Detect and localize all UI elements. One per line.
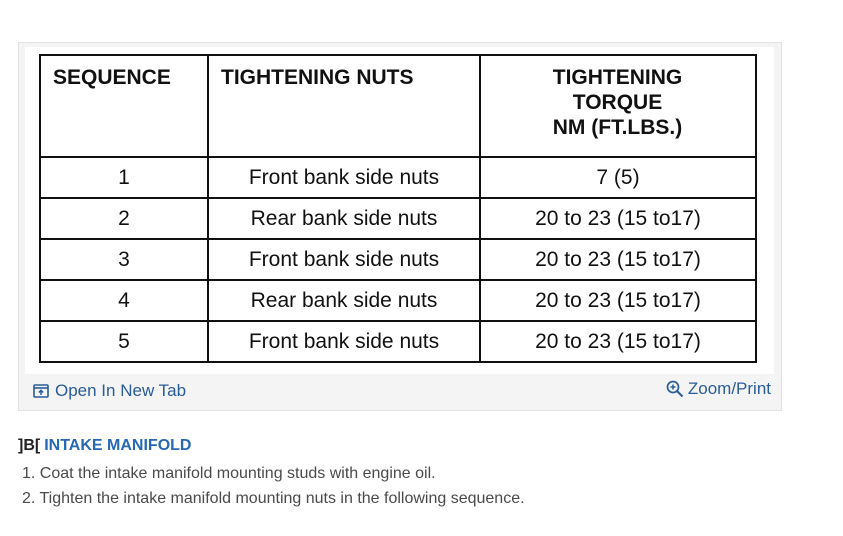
section-heading xyxy=(18,437,191,455)
cell-nuts: Front bank side nuts xyxy=(208,239,480,280)
header-torque-line2: TORQUE xyxy=(572,91,663,114)
cell-sequence: 5 xyxy=(40,321,208,362)
section-prefix: ]B[ xyxy=(18,437,41,454)
zoom-in-icon xyxy=(666,380,684,398)
cell-sequence: 3 xyxy=(40,239,208,280)
cell-nuts: Front bank side nuts xyxy=(208,157,480,198)
table-row xyxy=(40,280,756,321)
cell-torque: 7 (5) xyxy=(480,157,756,198)
figure-container xyxy=(18,42,782,411)
header-torque-line1: TIGHTENING xyxy=(552,66,683,89)
cell-sequence: 1 xyxy=(40,157,208,198)
cell-sequence: 4 xyxy=(40,280,208,321)
list-item: 1. Coat the intake manifold mounting studs with engine oil. xyxy=(22,465,436,482)
cell-sequence: 2 xyxy=(40,198,208,239)
table-row xyxy=(40,239,756,280)
header-torque-line3: NM (FT.LBS.) xyxy=(552,116,683,139)
instruction-steps xyxy=(22,461,525,511)
table-row xyxy=(40,198,756,239)
zoom-print-link[interactable] xyxy=(666,379,771,399)
torque-sequence-table xyxy=(39,54,757,363)
table-row xyxy=(40,157,756,198)
open-new-tab-icon xyxy=(33,384,49,398)
header-tightening-nuts: TIGHTENING NUTS xyxy=(208,55,480,157)
table-header-row xyxy=(40,55,756,157)
zoom-print-label: Zoom/Print xyxy=(687,379,771,398)
cell-torque: 20 to 23 (15 to17) xyxy=(480,198,756,239)
torque-table-image xyxy=(25,47,774,374)
cell-nuts: Front bank side nuts xyxy=(208,321,480,362)
header-sequence: SEQUENCE xyxy=(40,55,208,157)
cell-torque: 20 to 23 (15 to17) xyxy=(480,321,756,362)
cell-nuts: Rear bank side nuts xyxy=(208,280,480,321)
open-in-new-tab-link[interactable] xyxy=(33,381,186,401)
cell-torque: 20 to 23 (15 to17) xyxy=(480,280,756,321)
cell-torque: 20 to 23 (15 to17) xyxy=(480,239,756,280)
cell-nuts: Rear bank side nuts xyxy=(208,198,480,239)
list-item: 2. Tighten the intake manifold mounting nuts in the following sequence. xyxy=(22,490,525,507)
section-title: INTAKE MANIFOLD xyxy=(44,437,192,454)
figure-footer xyxy=(19,375,781,411)
header-tightening-torque xyxy=(480,55,756,157)
table-row xyxy=(40,321,756,362)
open-in-new-tab-label: Open In New Tab xyxy=(55,381,187,400)
